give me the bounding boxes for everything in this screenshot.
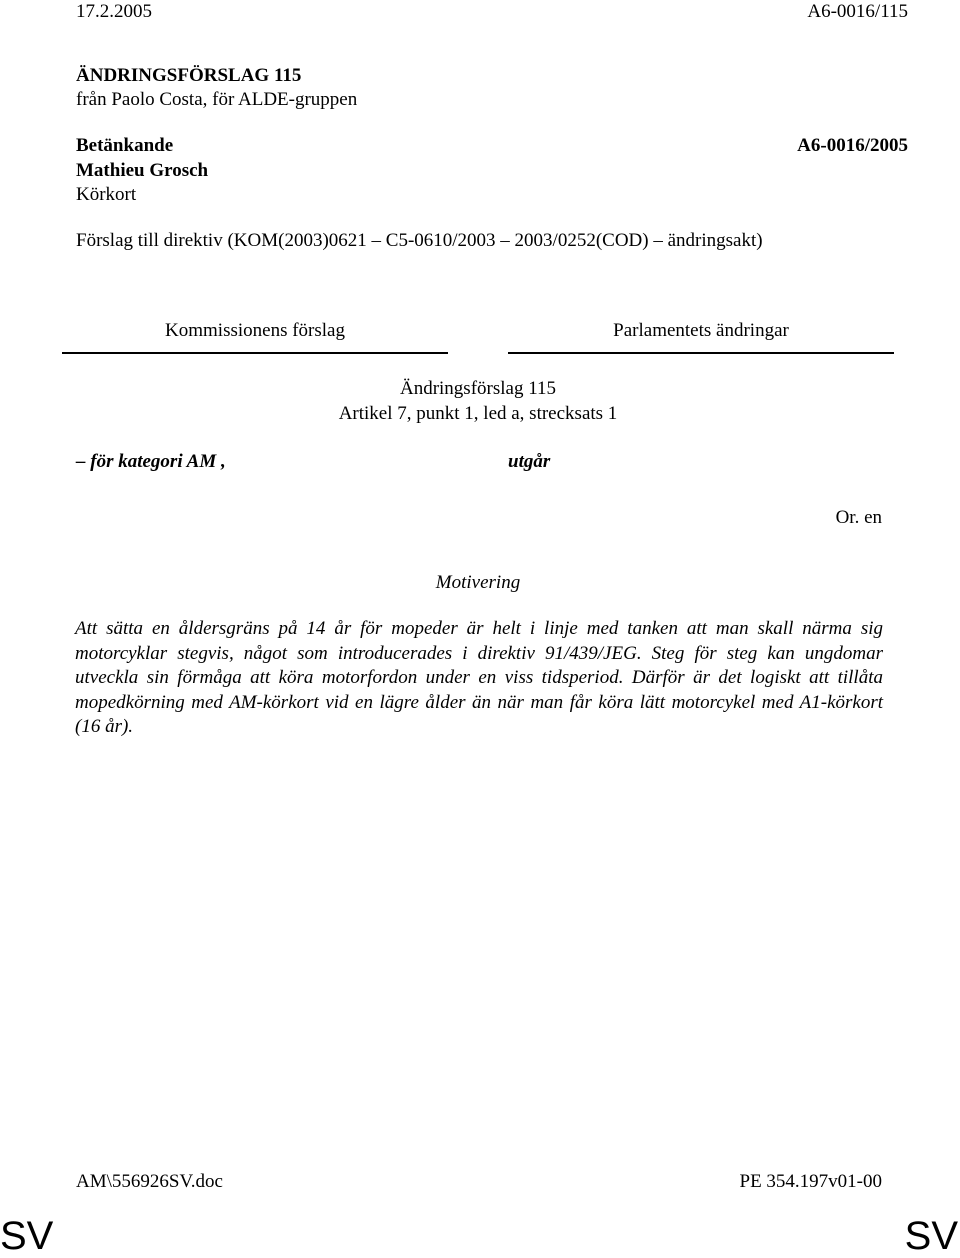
column-rule-left: [62, 352, 448, 354]
footer-pe-reference: PE 354.197v01-00: [739, 1171, 882, 1192]
proposal-line: Förslag till direktiv (KOM(2003)0621 – C5-0610/2003 – 2003/0252(COD) – ändringsakt): [76, 230, 763, 251]
amendment-number: Ändringsförslag 115: [399, 378, 557, 399]
original-language: Or. en: [835, 507, 882, 528]
amendment-title: ÄNDRINGSFÖRSLAG 115: [76, 65, 302, 86]
report-subject: Körkort: [76, 184, 137, 205]
column-header-commission: Kommissionens förslag: [165, 320, 345, 341]
report-label: Betänkande: [76, 135, 174, 156]
document-date: 17.2.2005: [76, 1, 152, 22]
amendment-author: från Paolo Costa, för ALDE-gruppen: [76, 89, 358, 110]
footer-language-left: SV: [0, 1214, 54, 1258]
justification-heading: Motivering: [435, 572, 521, 593]
column-rule-right: [508, 352, 894, 354]
document-reference: A6-0016/115: [807, 1, 908, 22]
parliament-text: utgår: [508, 451, 551, 472]
commission-text: – för kategori AM ,: [76, 451, 226, 472]
column-header-parliament: Parlamentets ändringar: [613, 320, 789, 341]
rapporteur-name: Mathieu Grosch: [76, 160, 209, 181]
report-number: A6-0016/2005: [797, 135, 908, 156]
justification-body: Att sätta en åldersgräns på 14 år för mopeder är helt i linje med tanken att man skall närma sig motorcyklar stegvis, något som introducerades i direktiv 91/439/JEG. Steg för steg kan ungdomar utveckla sin förmåga att köra motorfordon under en viss tidsperiod. Därför är det logiskt att tillåta mopedkörning med AM-körkort vid en lägre ålder än när man får köra lätt motorcykel med A1-körkort (16 år).: [75, 618, 883, 737]
footer-file-name: AM\556926SV.doc: [76, 1171, 223, 1192]
footer-language-right: SV: [904, 1214, 958, 1258]
amendment-article: Artikel 7, punkt 1, led a, strecksats 1: [338, 403, 618, 424]
